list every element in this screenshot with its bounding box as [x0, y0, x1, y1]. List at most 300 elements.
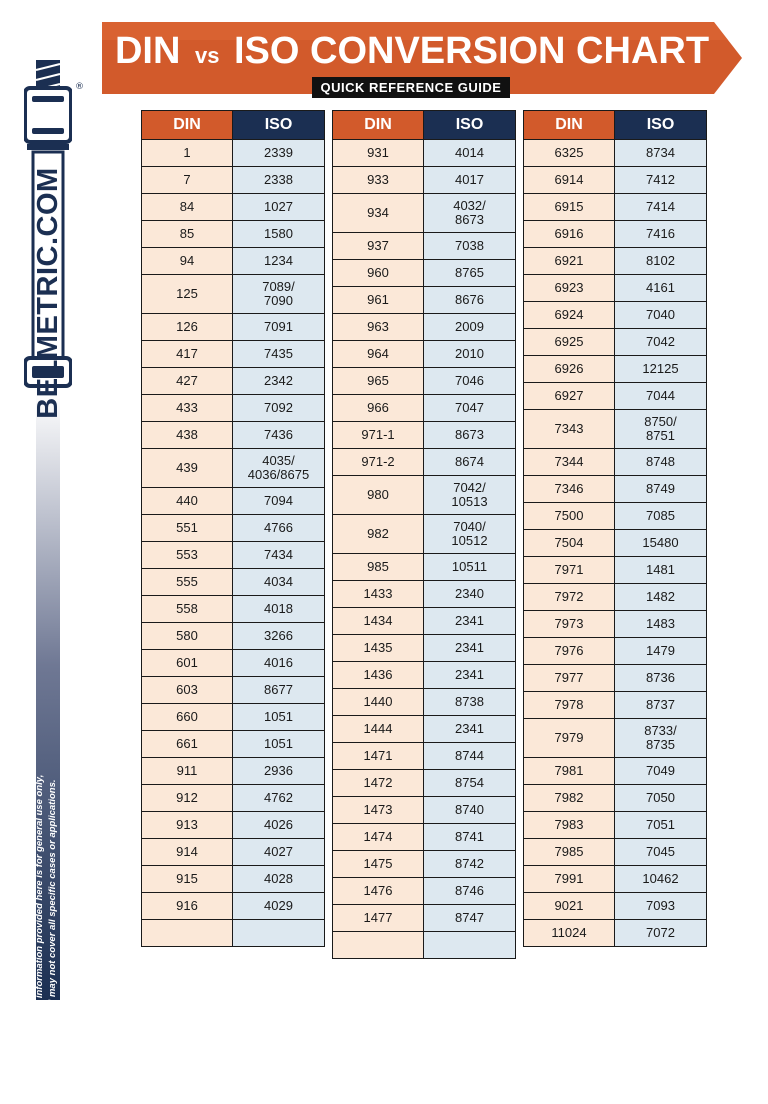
disclaimer-line-1: *The information provided here is for general use only,	[34, 774, 45, 1022]
iso-value: 8740	[455, 802, 484, 817]
table-row	[524, 410, 707, 449]
iso-cell	[424, 233, 516, 260]
table-row	[524, 302, 707, 329]
iso-cell	[615, 839, 707, 866]
iso-cell	[233, 515, 325, 542]
iso-value: 7414	[646, 199, 675, 214]
iso-value: 2341	[455, 613, 484, 628]
din-cell: 934	[333, 194, 424, 233]
din-cell: 937	[333, 233, 424, 260]
table-row	[333, 287, 516, 314]
iso-value: 4035/	[262, 453, 295, 468]
table-row	[142, 221, 325, 248]
table-row	[142, 731, 325, 758]
iso-value: 4016	[264, 655, 293, 670]
iso-cell	[615, 611, 707, 638]
din-cell: 1476	[333, 878, 424, 905]
iso-cell	[233, 341, 325, 368]
iso-cell	[615, 557, 707, 584]
table-row	[142, 542, 325, 569]
iso-value: 4762	[264, 790, 293, 805]
din-cell: 1444	[333, 716, 424, 743]
iso-value: 7044	[646, 388, 675, 403]
iso-cell	[424, 581, 516, 608]
iso-value: 2341	[455, 640, 484, 655]
iso-cell	[615, 893, 707, 920]
table-row	[142, 893, 325, 920]
iso-value: 4029	[264, 898, 293, 913]
iso-value: 1234	[264, 253, 293, 268]
iso-cell	[424, 608, 516, 635]
iso-value: 7092	[264, 400, 293, 415]
din-cell: 915	[142, 866, 233, 893]
din-cell: 7504	[524, 530, 615, 557]
iso-value: 2341	[455, 667, 484, 682]
table-row	[142, 866, 325, 893]
iso-cell	[424, 167, 516, 194]
iso-cell	[615, 476, 707, 503]
din-column-header: DIN	[333, 111, 424, 140]
table-row	[333, 905, 516, 932]
iso-cell	[233, 623, 325, 650]
din-cell: 439	[142, 449, 233, 488]
iso-cell	[424, 716, 516, 743]
table-row	[524, 866, 707, 893]
table-row	[142, 650, 325, 677]
table-row	[142, 758, 325, 785]
din-cell: 1434	[333, 608, 424, 635]
iso-value: 7434	[264, 547, 293, 562]
table-row	[333, 770, 516, 797]
iso-value: 7047	[455, 400, 484, 415]
din-cell: 125	[142, 275, 233, 314]
iso-cell	[233, 677, 325, 704]
iso-value: 7091	[264, 319, 293, 334]
table-row	[524, 920, 707, 947]
table-row	[333, 233, 516, 260]
table-row	[142, 569, 325, 596]
din-cell: 438	[142, 422, 233, 449]
table-row	[142, 839, 325, 866]
din-cell: 7983	[524, 812, 615, 839]
iso-cell	[233, 596, 325, 623]
din-cell: 1474	[333, 824, 424, 851]
iso-value: 12125	[642, 361, 679, 376]
table-row	[333, 608, 516, 635]
table-row	[333, 260, 516, 287]
iso-cell	[615, 356, 707, 383]
iso-value-continued: 7090	[264, 293, 293, 308]
iso-value: 8742	[455, 856, 484, 871]
table-row	[333, 368, 516, 395]
table-row	[524, 275, 707, 302]
din-cell: 964	[333, 341, 424, 368]
iso-value: 7436	[264, 427, 293, 442]
din-cell: 931	[333, 140, 424, 167]
iso-cell	[424, 797, 516, 824]
iso-cell	[615, 410, 707, 449]
iso-cell	[615, 194, 707, 221]
iso-cell	[615, 638, 707, 665]
table-row	[142, 395, 325, 422]
iso-cell	[233, 758, 325, 785]
iso-cell	[615, 785, 707, 812]
table-row	[524, 812, 707, 839]
iso-cell	[615, 302, 707, 329]
din-cell: 7500	[524, 503, 615, 530]
din-cell: 961	[333, 287, 424, 314]
din-cell: 982	[333, 515, 424, 554]
din-cell: 7	[142, 167, 233, 194]
iso-cell	[424, 851, 516, 878]
table-row	[333, 824, 516, 851]
iso-value: 8746	[455, 883, 484, 898]
table-row	[524, 530, 707, 557]
iso-value: 4026	[264, 817, 293, 832]
table-row	[333, 194, 516, 233]
iso-cell	[615, 140, 707, 167]
iso-value: 7040/	[453, 519, 486, 534]
iso-value: 2338	[264, 172, 293, 187]
din-cell: 1	[142, 140, 233, 167]
din-cell: 7978	[524, 692, 615, 719]
iso-cell	[424, 878, 516, 905]
table-row	[333, 140, 516, 167]
iso-cell	[615, 248, 707, 275]
iso-cell	[615, 719, 707, 758]
iso-column-header: ISO	[233, 111, 325, 140]
iso-cell	[233, 395, 325, 422]
iso-value: 8733/	[644, 723, 677, 738]
din-cell: 6915	[524, 194, 615, 221]
iso-cell	[233, 275, 325, 314]
table-row	[142, 623, 325, 650]
din-cell: 1435	[333, 635, 424, 662]
iso-value-continued: 8735	[646, 737, 675, 752]
din-column-header: DIN	[142, 111, 233, 140]
iso-cell	[615, 503, 707, 530]
din-cell: 966	[333, 395, 424, 422]
din-cell: 980	[333, 476, 424, 515]
din-cell: 1477	[333, 905, 424, 932]
din-cell: 7982	[524, 785, 615, 812]
iso-value: 8673	[455, 427, 484, 442]
iso-value: 1051	[264, 709, 293, 724]
table-row	[142, 341, 325, 368]
iso-cell	[233, 866, 325, 893]
iso-cell	[424, 287, 516, 314]
iso-cell	[615, 812, 707, 839]
din-cell: 1440	[333, 689, 424, 716]
iso-cell	[424, 515, 516, 554]
din-cell: 1473	[333, 797, 424, 824]
iso-value: 4034	[264, 574, 293, 589]
table-row	[524, 503, 707, 530]
iso-value: 7049	[646, 763, 675, 778]
table-row	[524, 758, 707, 785]
iso-cell	[233, 731, 325, 758]
iso-value: 4027	[264, 844, 293, 859]
iso-cell	[615, 275, 707, 302]
din-cell: 7977	[524, 665, 615, 692]
table-row	[142, 275, 325, 314]
iso-cell	[424, 554, 516, 581]
table-row	[333, 395, 516, 422]
table-row	[333, 314, 516, 341]
din-cell: 580	[142, 623, 233, 650]
iso-value: 4018	[264, 601, 293, 616]
iso-value-continued: 10513	[451, 494, 488, 509]
iso-cell	[615, 383, 707, 410]
brand-sidebar	[24, 40, 84, 1022]
iso-cell	[615, 665, 707, 692]
table-row	[524, 329, 707, 356]
iso-value: 2339	[264, 145, 293, 160]
table-row	[524, 665, 707, 692]
din-cell: 911	[142, 758, 233, 785]
table-row	[142, 194, 325, 221]
din-cell: 7973	[524, 611, 615, 638]
table-row	[142, 167, 325, 194]
iso-value: 7072	[646, 925, 675, 940]
iso-value-continued: 8673	[455, 212, 484, 227]
din-cell: 912	[142, 785, 233, 812]
iso-cell	[233, 368, 325, 395]
table-row	[524, 356, 707, 383]
din-cell: 6926	[524, 356, 615, 383]
registered-mark: ®	[75, 82, 84, 92]
table-row	[333, 797, 516, 824]
din-cell: 558	[142, 596, 233, 623]
table-row	[524, 692, 707, 719]
din-cell: 417	[142, 341, 233, 368]
iso-cell	[615, 449, 707, 476]
iso-value: 8744	[455, 748, 484, 763]
iso-value: 8734	[646, 145, 675, 160]
iso-cell	[615, 329, 707, 356]
din-cell: 94	[142, 248, 233, 275]
iso-cell	[233, 569, 325, 596]
din-cell: 913	[142, 812, 233, 839]
iso-value: 8737	[646, 697, 675, 712]
din-cell: 7344	[524, 449, 615, 476]
din-cell: 7346	[524, 476, 615, 503]
din-cell: 971-2	[333, 449, 424, 476]
din-cell: 916	[142, 893, 233, 920]
iso-value: 8765	[455, 265, 484, 280]
table-row	[142, 812, 325, 839]
table-row	[524, 221, 707, 248]
iso-cell	[615, 866, 707, 893]
iso-cell	[615, 584, 707, 611]
disclaimer-line-2: and may not cover all specific cases or applications.	[47, 779, 58, 1017]
table-header-row	[333, 111, 516, 140]
din-cell: 6921	[524, 248, 615, 275]
iso-value: 1483	[646, 616, 675, 631]
iso-cell	[233, 314, 325, 341]
iso-cell	[233, 488, 325, 515]
din-cell: 601	[142, 650, 233, 677]
iso-value: 1580	[264, 226, 293, 241]
table-row	[142, 677, 325, 704]
din-cell: 6927	[524, 383, 615, 410]
iso-cell	[233, 140, 325, 167]
din-cell: 551	[142, 515, 233, 542]
iso-cell	[424, 932, 516, 959]
din-cell: 661	[142, 731, 233, 758]
table-row	[333, 716, 516, 743]
din-cell: 960	[333, 260, 424, 287]
iso-cell	[424, 368, 516, 395]
table-row	[142, 704, 325, 731]
iso-value: 7046	[455, 373, 484, 388]
iso-value: 7085	[646, 508, 675, 523]
iso-value: 4028	[264, 871, 293, 886]
din-cell: 965	[333, 368, 424, 395]
din-cell: 6916	[524, 221, 615, 248]
table-row	[524, 893, 707, 920]
iso-value: 1027	[264, 199, 293, 214]
iso-cell	[424, 449, 516, 476]
iso-cell	[424, 395, 516, 422]
table-row	[524, 611, 707, 638]
iso-value: 8748	[646, 454, 675, 469]
iso-value: 8736	[646, 670, 675, 685]
iso-value: 2936	[264, 763, 293, 778]
iso-cell	[233, 893, 325, 920]
iso-value: 7093	[646, 898, 675, 913]
iso-value: 4032/	[453, 198, 486, 213]
iso-cell	[424, 689, 516, 716]
page-title	[102, 24, 722, 83]
iso-cell	[233, 221, 325, 248]
iso-cell	[233, 920, 325, 947]
iso-value-continued: 10512	[451, 533, 488, 548]
din-cell: 7343	[524, 410, 615, 449]
table-header-row	[524, 111, 707, 140]
iso-value: 8102	[646, 253, 675, 268]
table-row	[524, 557, 707, 584]
iso-value: 1051	[264, 736, 293, 751]
brand-logo-text: BELMETRIC.COM	[32, 167, 64, 419]
table-row	[142, 422, 325, 449]
din-cell: 85	[142, 221, 233, 248]
din-cell: 6914	[524, 167, 615, 194]
iso-value: 7051	[646, 817, 675, 832]
table-row	[524, 719, 707, 758]
table-row	[333, 851, 516, 878]
table-header-row	[142, 111, 325, 140]
table-row	[524, 383, 707, 410]
iso-value: 7042	[646, 334, 675, 349]
iso-value: 8750/	[644, 414, 677, 429]
table-row	[333, 422, 516, 449]
table-row	[333, 878, 516, 905]
iso-cell	[424, 743, 516, 770]
iso-cell	[424, 194, 516, 233]
iso-value: 7042/	[453, 480, 486, 495]
din-cell: 6924	[524, 302, 615, 329]
iso-cell	[233, 449, 325, 488]
din-cell: 914	[142, 839, 233, 866]
din-cell: 7972	[524, 584, 615, 611]
iso-value: 7038	[455, 238, 484, 253]
table-row	[333, 449, 516, 476]
table-row	[142, 314, 325, 341]
din-cell: 427	[142, 368, 233, 395]
din-cell: 603	[142, 677, 233, 704]
iso-cell	[233, 839, 325, 866]
din-cell: 9021	[524, 893, 615, 920]
iso-cell	[233, 650, 325, 677]
table-row	[333, 554, 516, 581]
iso-value: 8754	[455, 775, 484, 790]
iso-cell	[424, 341, 516, 368]
iso-cell	[424, 905, 516, 932]
iso-cell	[233, 785, 325, 812]
iso-cell	[615, 167, 707, 194]
din-column-header: DIN	[524, 111, 615, 140]
din-cell: 933	[333, 167, 424, 194]
din-cell: 7991	[524, 866, 615, 893]
din-cell: 126	[142, 314, 233, 341]
table-row	[333, 581, 516, 608]
iso-value: 8674	[455, 454, 484, 469]
din-cell: 660	[142, 704, 233, 731]
table-row	[333, 689, 516, 716]
conversion-table-3	[523, 110, 707, 947]
iso-cell	[233, 194, 325, 221]
iso-value: 2340	[455, 586, 484, 601]
iso-value: 7412	[646, 172, 675, 187]
iso-cell	[615, 692, 707, 719]
din-cell: 6925	[524, 329, 615, 356]
title-banner	[102, 22, 744, 98]
din-cell: 84	[142, 194, 233, 221]
iso-cell	[424, 662, 516, 689]
iso-value: 2341	[455, 721, 484, 736]
iso-value: 8741	[455, 829, 484, 844]
table-row	[524, 167, 707, 194]
iso-value: 4017	[455, 172, 484, 187]
table-row	[142, 140, 325, 167]
table-row	[333, 635, 516, 662]
din-cell	[333, 932, 424, 959]
iso-cell	[424, 476, 516, 515]
iso-value: 15480	[642, 535, 679, 550]
iso-value: 8677	[264, 682, 293, 697]
table-row	[524, 839, 707, 866]
iso-cell	[424, 314, 516, 341]
iso-value: 7040	[646, 307, 675, 322]
iso-cell	[424, 635, 516, 662]
din-cell: 1475	[333, 851, 424, 878]
iso-value: 7435	[264, 346, 293, 361]
table-row	[142, 515, 325, 542]
iso-value: 7045	[646, 844, 675, 859]
din-cell: 971-1	[333, 422, 424, 449]
table-row	[142, 248, 325, 275]
iso-value: 4014	[455, 145, 484, 160]
iso-value: 10462	[642, 871, 679, 886]
iso-value: 3266	[264, 628, 293, 643]
iso-cell	[233, 812, 325, 839]
iso-cell	[615, 530, 707, 557]
table-row	[333, 167, 516, 194]
table-row	[524, 194, 707, 221]
din-cell: 553	[142, 542, 233, 569]
din-cell: 1471	[333, 743, 424, 770]
